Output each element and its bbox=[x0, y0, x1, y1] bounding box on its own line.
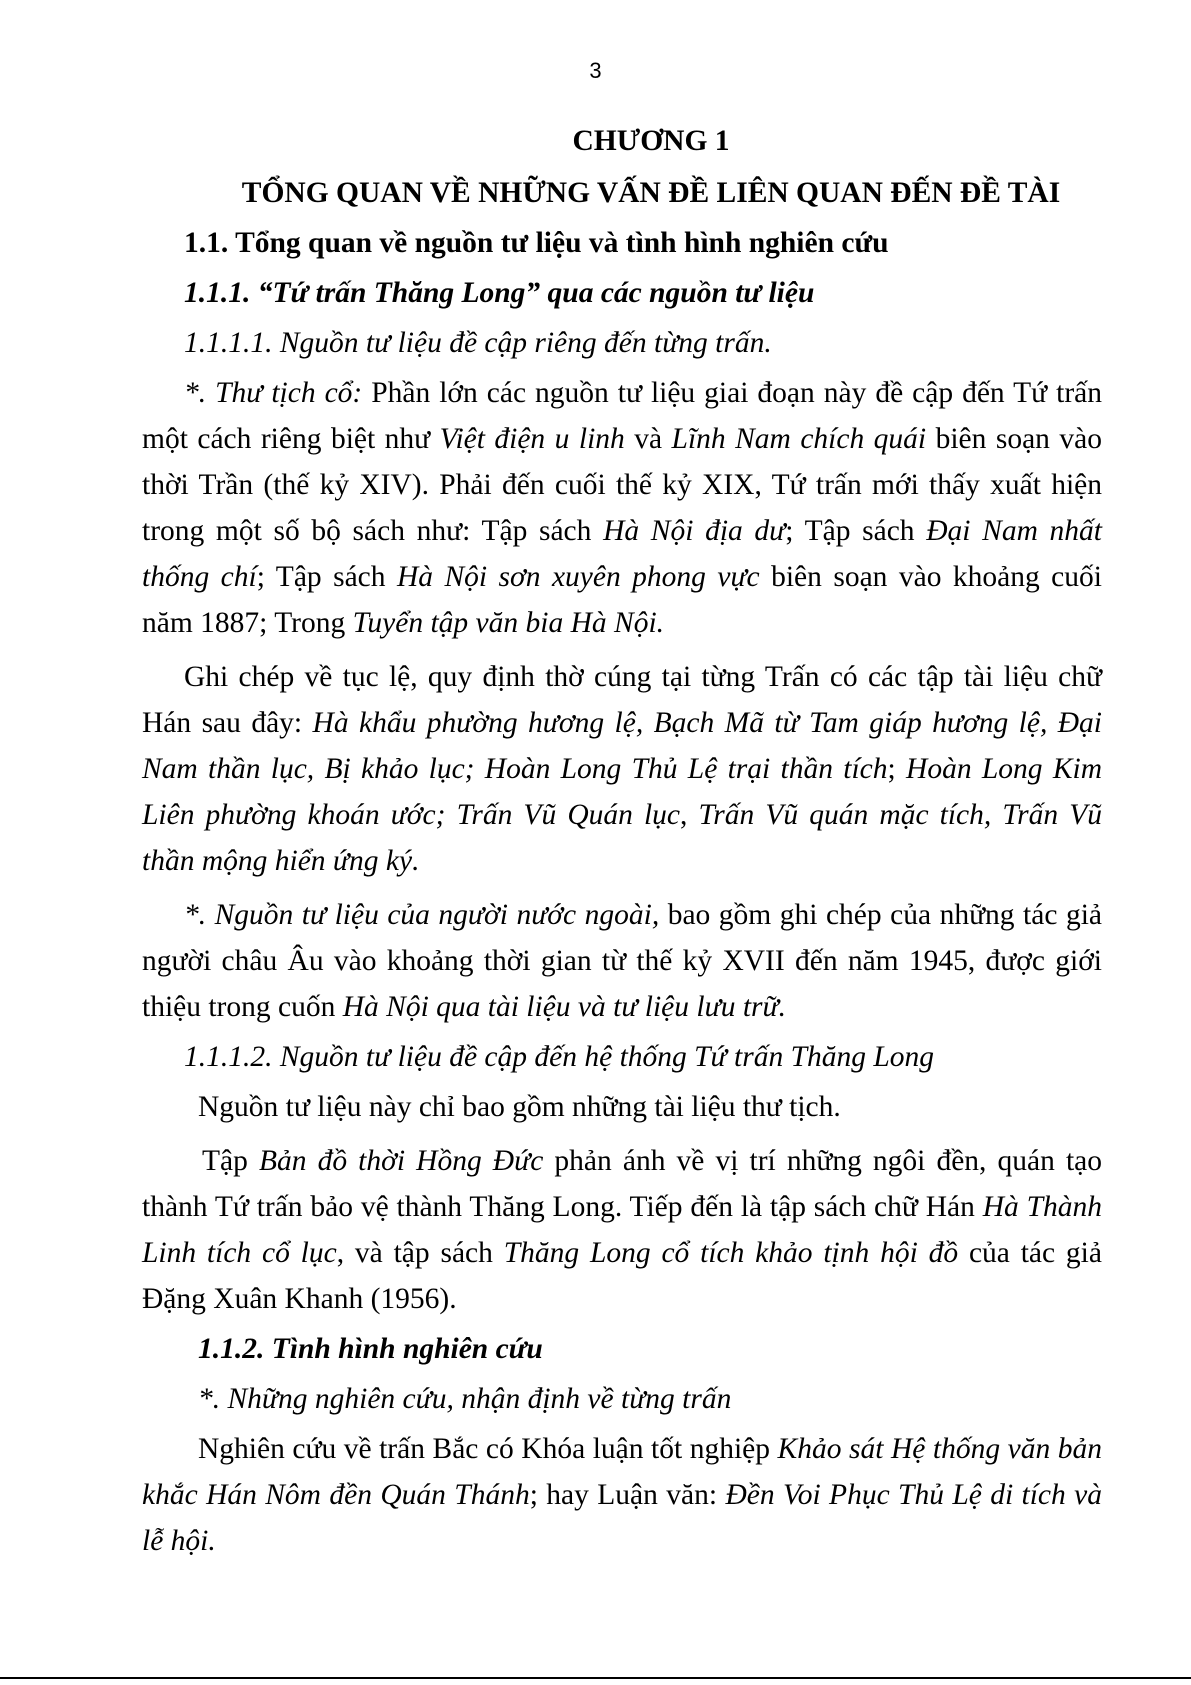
book-title: Thăng Long cổ tích khảo tịnh hội đồ bbox=[503, 1237, 959, 1269]
paragraph-text: phản ánh về vị trí những ngôi đền, quán tạo thành Tứ trấn bảo vệ thành Thăng Long. Tiếp đến là tập sách chữ Hán bbox=[142, 1145, 1102, 1223]
paragraph-text: Tập bbox=[202, 1145, 259, 1177]
paragraph-text: biên soạn vào thời Trần (thế kỷ XIV). Phải đến cuối thế kỷ XIX, Tứ trấn mới thấy xuất hiện trong một số bộ sách như: Tập sách bbox=[142, 423, 1102, 547]
paragraph-system-sources bbox=[142, 1084, 1102, 1130]
page-number: 3 bbox=[589, 58, 602, 83]
paragraph-text: biên soạn vào khoảng cuối năm 1887; Trong bbox=[142, 561, 1102, 639]
paragraph-text: bao gồm ghi chép của những tác giả người châu Âu vào khoảng thời gian từ thế kỷ XVII đến năm 1945, được giới thiệu trong cuốn bbox=[142, 899, 1102, 1023]
book-title: Việt điện u linh bbox=[439, 423, 625, 455]
book-title: Hà Nội sơn xuyên phong vực bbox=[396, 561, 760, 593]
paragraph-text: ; Tập sách bbox=[785, 515, 927, 547]
book-title: Hoàn Long Kim Liên phường khoán ước; Trấn Vũ Quán lục bbox=[142, 753, 1102, 831]
book-title: Lĩnh Nam chích quái bbox=[671, 423, 927, 455]
section-heading-1-1-1-2: 1.1.1.2. Nguồn tư liệu đề cập đến hệ thống Tứ trấn Thăng Long bbox=[184, 1041, 935, 1073]
book-title: Trấn Vũ quán mặc tích, Trấn Vũ thần mộng hiển ứng ký. bbox=[142, 799, 1103, 877]
book-title: Bản đồ thời Hồng Đức bbox=[258, 1145, 544, 1177]
paragraph-foreign-sources bbox=[142, 892, 1102, 1030]
paragraph-research-north bbox=[142, 1426, 1102, 1564]
book-title: Hà Thành Linh tích cổ lục bbox=[142, 1191, 1103, 1269]
paragraph-text: của tác giả Đặng Xuân Khanh (1956). bbox=[142, 1237, 1102, 1315]
chapter-title: TỔNG QUAN VỀ NHỮNG VẤN ĐỀ LIÊN QUAN ĐẾN ĐỀ TÀI bbox=[241, 177, 1061, 209]
paragraph-text: Phần lớn các nguồn tư liệu giai đoạn này đề cập đến Tứ trấn một cách riêng biệt như bbox=[142, 377, 1102, 455]
paragraph-text: *. Nguồn tư liệu của người nước ngoài, bbox=[184, 899, 660, 931]
paragraph-text: Nguồn tư liệu này chỉ bao gồm những tài liệu thư tịch. bbox=[198, 1091, 841, 1123]
paragraph-text: và bbox=[624, 423, 672, 455]
book-title: Tuyển tập văn bia Hà Nội. bbox=[352, 607, 665, 639]
book-title: Hà Nội qua tài liệu và tư liệu lưu trữ. bbox=[342, 991, 786, 1023]
paragraph-ancient-texts bbox=[142, 370, 1102, 646]
paragraph-text: *. Thư tịch cổ: bbox=[184, 377, 363, 409]
paragraph-text: , và tập sách bbox=[336, 1237, 504, 1269]
paragraph-text: , bbox=[680, 799, 699, 831]
paragraph-text: ; bbox=[887, 753, 907, 785]
book-title: Khảo sát Hệ thống văn bản khắc Hán Nôm đền Quán Thánh bbox=[142, 1433, 1102, 1511]
paragraph-text: Ghi chép về tục lệ, quy định thờ cúng tại từng Trấn có các tập tài liệu chữ Hán sau đây: bbox=[142, 661, 1102, 739]
book-title: Hà Nội địa dư bbox=[603, 515, 786, 547]
paragraph-text: ; hay Luận văn: bbox=[529, 1479, 726, 1511]
paragraph-text: ; Tập sách bbox=[256, 561, 397, 593]
book-title: Hà khẩu phường hương lệ, Bạch Mã từ Tam giáp hương lệ, Đại Nam thần lục, Bị khảo lục; Hoàn Long Thủ Lệ trại thần tích bbox=[142, 707, 1102, 785]
section-heading-1-1-2: 1.1.2. Tình hình nghiên cứu bbox=[198, 1333, 543, 1365]
book-title: Đại Nam nhất thống chí bbox=[142, 515, 1102, 593]
chapter-label: CHƯƠNG 1 bbox=[572, 125, 730, 157]
paragraph-customs bbox=[142, 654, 1102, 884]
section-heading-1-1-1-1: 1.1.1.1. Nguồn tư liệu đề cập riêng đến từng trấn. bbox=[184, 327, 772, 359]
document-body bbox=[142, 118, 1102, 1564]
section-heading-1-1: 1.1. Tổng quan về nguồn tư liệu và tình hình nghiên cứu bbox=[184, 227, 889, 259]
paragraph-text: Nghiên cứu về trấn Bắc có Khóa luận tốt nghiệp bbox=[198, 1433, 778, 1465]
paragraph-hong-duc-map bbox=[142, 1138, 1102, 1322]
section-subheading-research: *. Những nghiên cứu, nhận định về từng trấn bbox=[198, 1383, 732, 1415]
book-title: Đền Voi Phục Thủ Lệ di tích và lễ hội. bbox=[142, 1479, 1103, 1557]
section-heading-1-1-1: 1.1.1. “Tứ trấn Thăng Long” qua các nguồn tư liệu bbox=[184, 277, 815, 309]
bottom-divider bbox=[0, 1677, 1191, 1679]
